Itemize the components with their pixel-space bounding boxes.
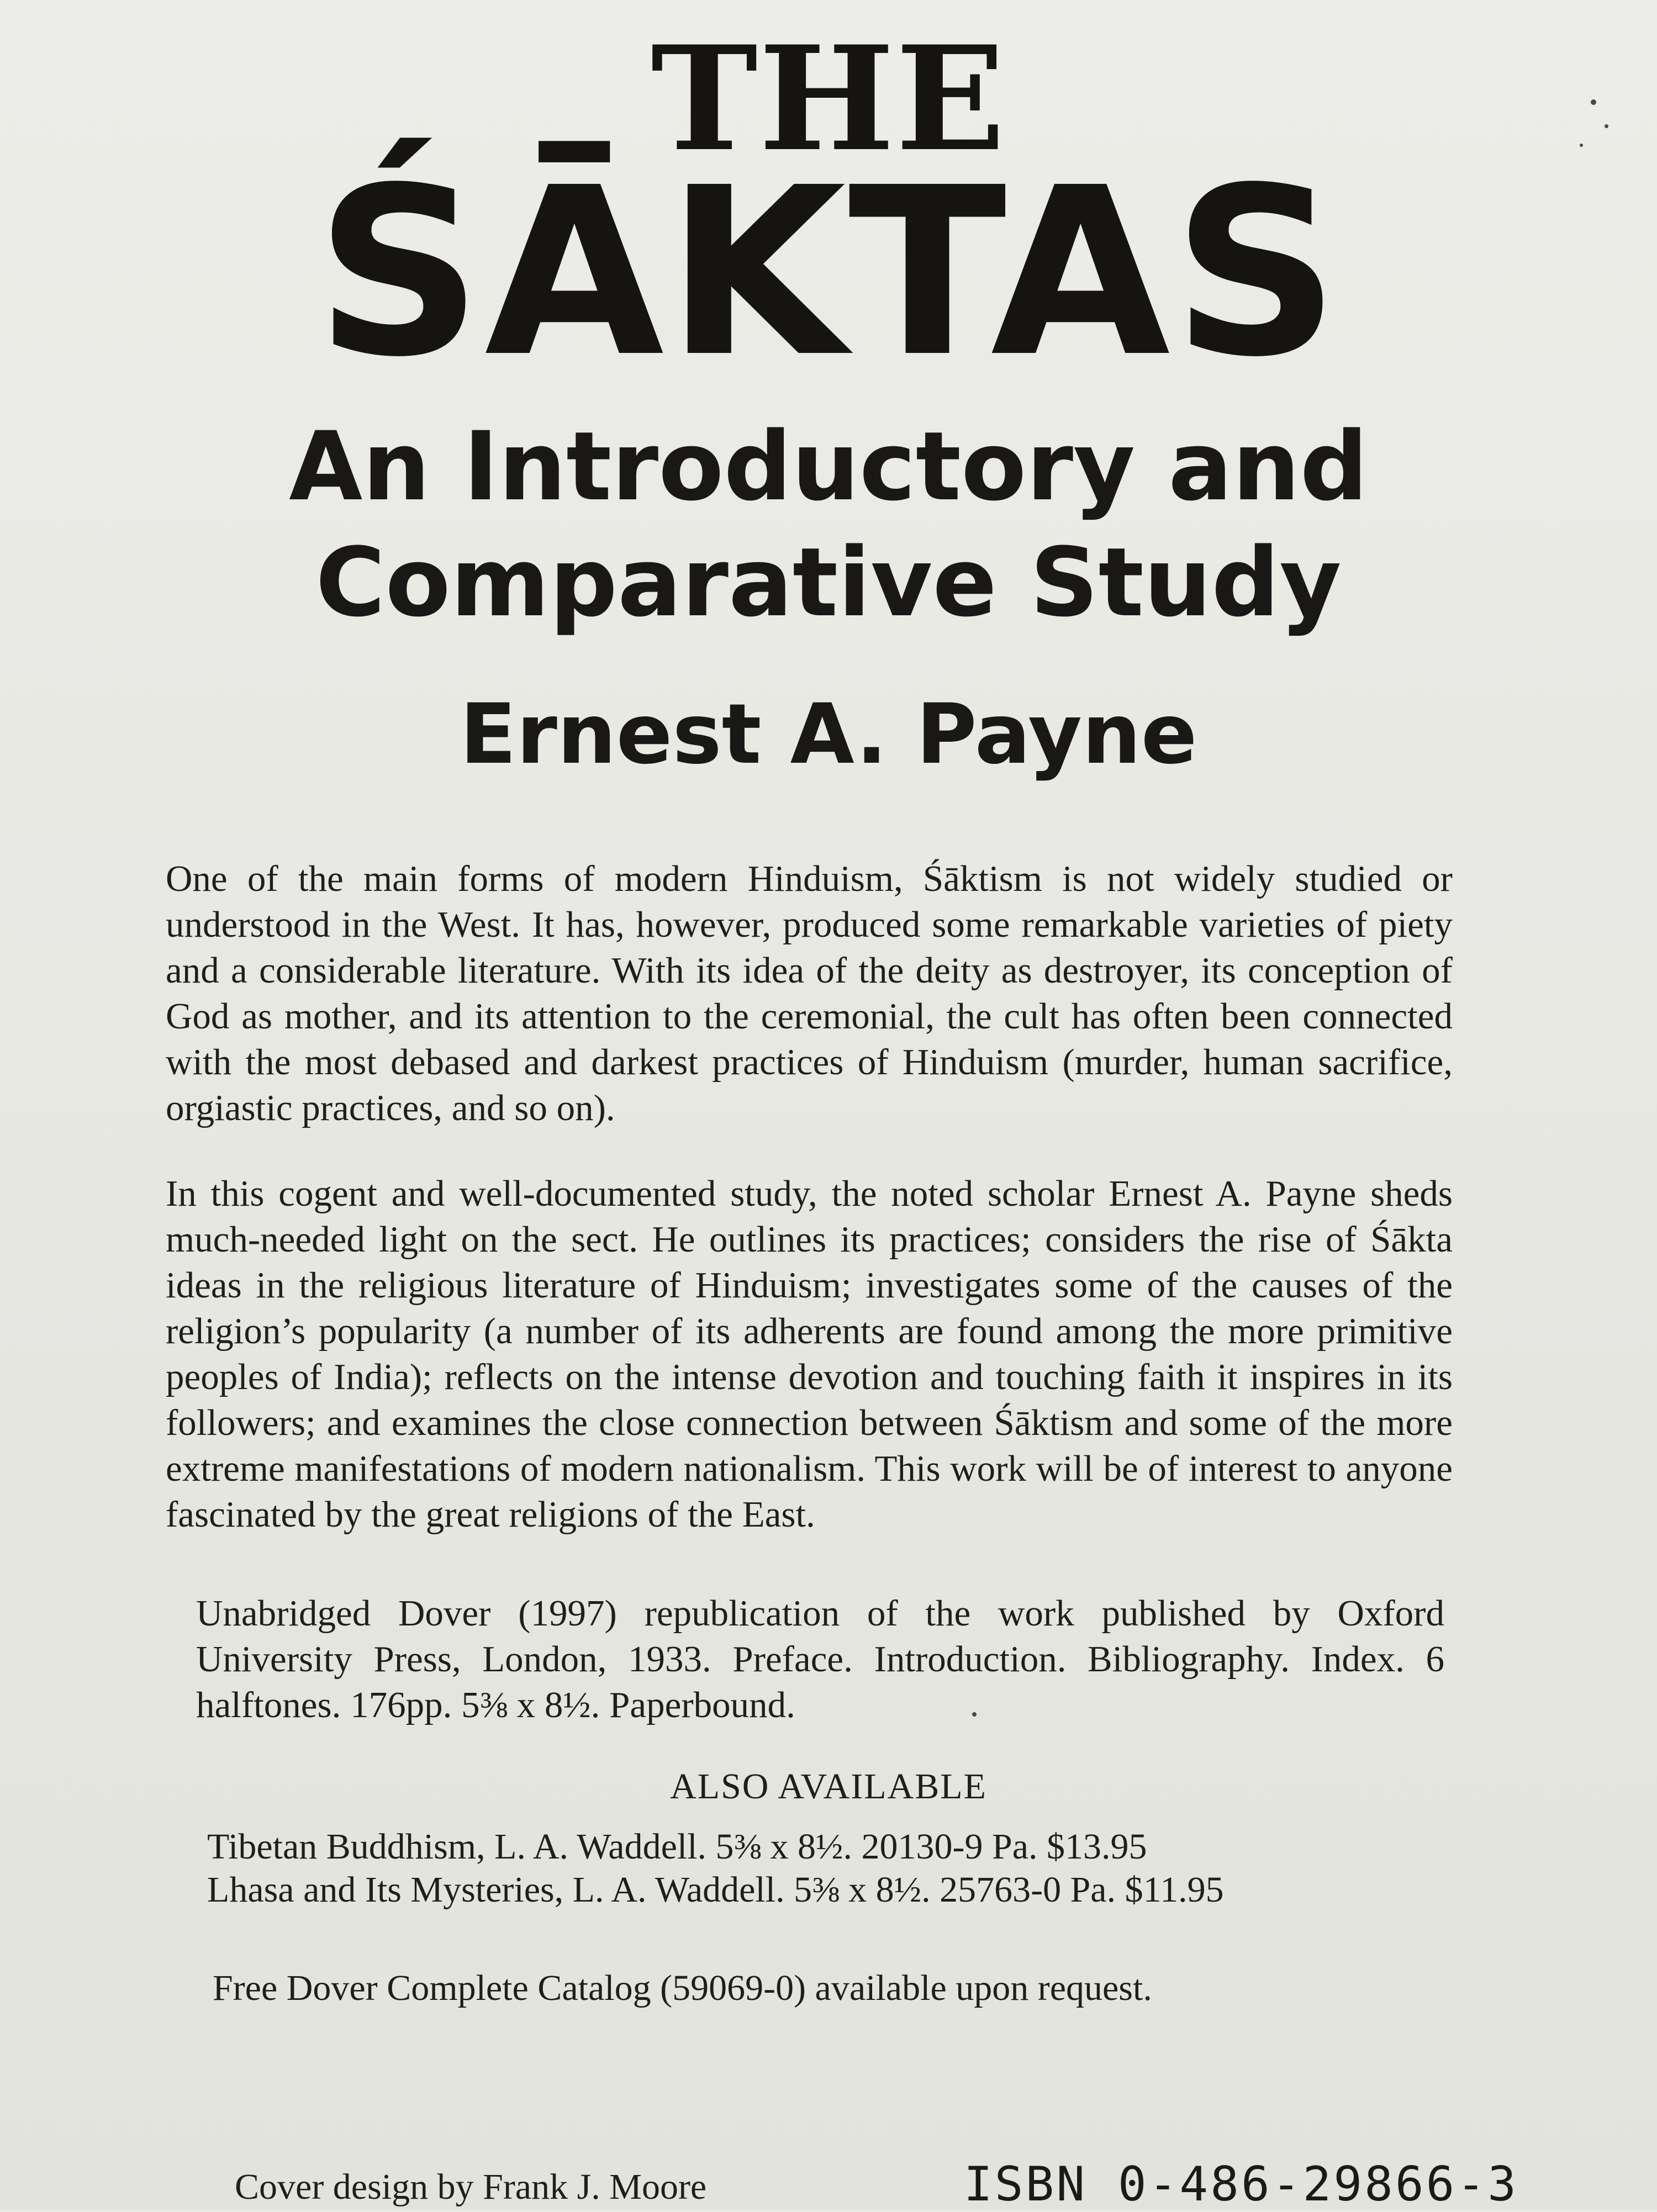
paper-speck	[972, 1712, 977, 1717]
also-available-heading: ALSO AVAILABLE	[670, 1766, 987, 1807]
also-available-list	[207, 1825, 1477, 1912]
cover-design-credit: Cover design by Frank J. Moore	[235, 2167, 707, 2207]
author-name: Ernest A. Payne	[460, 687, 1197, 783]
also-available-item-2: Lhasa and Its Mysteries, L. A. Waddell. 5⅜ x 8½. 25763-0 Pa. $11.95	[207, 1870, 1224, 1910]
title-prefix: THE	[651, 15, 1006, 183]
description-paragraph-2: In this cogent and well-documented study, the noted scholar Ernest A. Payne sheds much-needed light on the sect. He outlines its practices; considers the rise of Śākta ideas in the religious literature of Hinduism; investigates some of the causes of the religion’s popularity (a number of its adherents are found among the more primitive peoples of India); reflects on the intense devotion and touching faith it inspires in its followers; and examines the close connection between Śāktism and some of the more extreme manifestations of modern nationalism. This work will be of interest to anyone fascinated by the great religions of the East.	[166, 1173, 1453, 1535]
book-subtitle	[0, 409, 1657, 641]
catalog-note: Free Dover Complete Catalog (59069-0) available upon request.	[213, 1968, 1152, 2008]
description-paragraph-1: One of the main forms of modern Hinduism, Śāktism is not widely studied or understood in the West. It has, however, produced some remarkable varieties of piety and a considerable literature. With its idea of the deity as destroyer, its conception of God as mother, and its attention to the ceremonial, the cult has often been connected with the most debased and darkest practices of Hinduism (murder, human sacrifice, orgiastic practices, and so on).	[166, 858, 1453, 1128]
paper-speck	[1605, 124, 1608, 128]
paper-speck	[1591, 99, 1596, 105]
book-title: ŚĀKTAS	[315, 138, 1342, 408]
subtitle-line-1: An Introductory and	[289, 411, 1368, 522]
isbn-number: ISBN 0-486-29866-3	[964, 2157, 1518, 2212]
also-available-item-1: Tibetan Buddhism, L. A. Waddell. 5⅜ x 8½. 20130-9 Pa. $13.95	[207, 1826, 1147, 1867]
subtitle-line-2: Comparative Study	[315, 527, 1342, 638]
publication-details: Unabridged Dover (1997) republication of the work published by Oxford University Press, London, 1933. Preface. Introduction. Bibliography. Index. 6 halftones. 176pp. 5⅜ x 8½. Paperbound.	[196, 1593, 1444, 1725]
paper-speck	[1580, 144, 1583, 147]
